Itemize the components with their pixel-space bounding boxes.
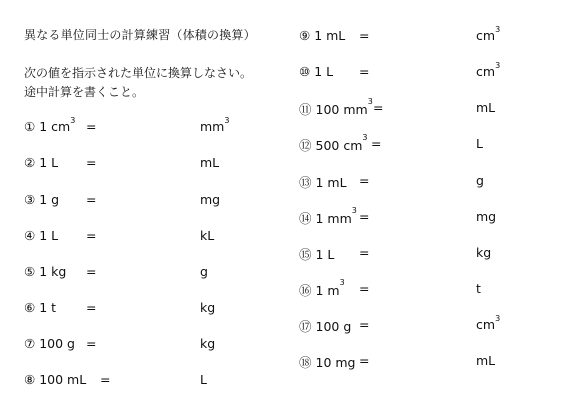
equals-sign: = bbox=[359, 317, 370, 332]
problem-quantity: ④ 1 L bbox=[24, 228, 59, 243]
problem-quantity: ⑫ 500 $cm^3$ bbox=[299, 133, 368, 153]
equals-sign: = bbox=[359, 173, 370, 188]
instruction-line: 次の値を指示された単位に換算しなさい。 bbox=[24, 66, 253, 80]
equals-sign: = bbox=[359, 281, 370, 296]
problem-quantity: ⑱ 10 mg bbox=[299, 355, 356, 370]
target-unit: g bbox=[476, 173, 484, 188]
target-unit: mL bbox=[476, 100, 496, 115]
equals-sign: = bbox=[359, 245, 370, 260]
problem-quantity: ⑤ 1 kg bbox=[24, 264, 67, 279]
equals-sign: = bbox=[359, 64, 370, 79]
equals-sign: = bbox=[86, 300, 97, 315]
target-unit: kg bbox=[200, 300, 216, 315]
problem-quantity: ⑭ 1 $mm^3$ bbox=[299, 206, 357, 226]
equals-sign: = bbox=[100, 372, 111, 387]
problem-quantity: ⑬ 1 mL bbox=[299, 175, 347, 190]
target-unit: L bbox=[476, 136, 483, 151]
target-unit: kg bbox=[200, 336, 216, 351]
worksheet-title: 異なる単位同士の計算練習（体積の換算） bbox=[24, 28, 256, 42]
problem-quantity: ⑰ 100 g bbox=[299, 319, 352, 334]
problem-quantity: ⑩ 1 L bbox=[299, 64, 334, 79]
equals-sign: = bbox=[359, 353, 370, 368]
target-unit: kg bbox=[476, 245, 492, 260]
equals-sign: = bbox=[86, 119, 97, 134]
equals-sign: = bbox=[359, 209, 370, 224]
target-unit: mg bbox=[200, 192, 221, 207]
target-unit: mL bbox=[476, 353, 496, 368]
equals-sign: = bbox=[373, 100, 384, 115]
equals-sign: = bbox=[86, 336, 97, 351]
problem-quantity: ③ 1 g bbox=[24, 192, 60, 207]
equals-sign: = bbox=[86, 264, 97, 279]
problem-quantity: ① 1 $cm^3$ bbox=[24, 116, 76, 134]
problem-quantity: ⑪ 100 $mm^3$ bbox=[299, 97, 373, 117]
instructions bbox=[24, 64, 252, 102]
target-unit: $cm^3$ bbox=[476, 61, 501, 79]
target-unit: $cm^3$ bbox=[476, 314, 501, 332]
target-unit: mg bbox=[476, 209, 497, 224]
target-unit: L bbox=[200, 372, 207, 387]
equals-sign: = bbox=[86, 192, 97, 207]
equals-sign: = bbox=[86, 228, 97, 243]
equals-sign: = bbox=[86, 155, 97, 170]
target-unit: $cm^3$ bbox=[476, 25, 501, 43]
problem-quantity: ⑧ 100 mL bbox=[24, 372, 87, 387]
problem-quantity: ⑥ 1 t bbox=[24, 300, 57, 315]
target-unit: t bbox=[476, 281, 481, 296]
problem-quantity: ⑦ 100 g bbox=[24, 336, 75, 351]
equals-sign: = bbox=[359, 28, 370, 43]
target-unit: g bbox=[200, 264, 208, 279]
target-unit: mL bbox=[200, 155, 220, 170]
equals-sign: = bbox=[371, 136, 382, 151]
problem-quantity: ⑨ 1 mL bbox=[299, 28, 346, 43]
problem-quantity: ⑮ 1 L bbox=[299, 247, 335, 262]
instruction-line: 途中計算を書くこと。 bbox=[24, 85, 145, 99]
problem-quantity: ⑯ 1 $m^3$ bbox=[299, 278, 345, 298]
problem-quantity: ② 1 L bbox=[24, 155, 59, 170]
target-unit: kL bbox=[200, 228, 215, 243]
target-unit: $mm^3$ bbox=[200, 116, 230, 134]
